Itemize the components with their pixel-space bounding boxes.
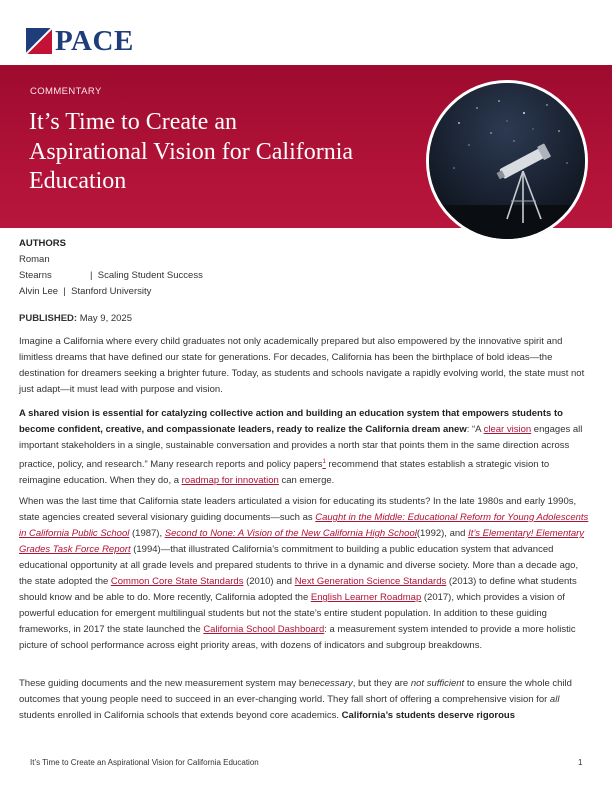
author-name: Alvin Lee: [19, 286, 59, 297]
paragraph-text: , but they are: [352, 678, 411, 689]
paragraph-italic: not sufficient: [410, 678, 465, 689]
paragraph-text: Imagine a California where every child graduates not only academically prepared but also empowered by the innovative spirit and limitless dreams that have defined our state for generations. For decades, California has been the birthplace of bold ideas—the destination for dreamers seeking a brighter future. Today, as students and schools navigate a rapidly evolving world, the state must not just adapt—it must lead with purpose and vision.: [19, 336, 585, 395]
paragraph-text: to ensure the whole child outcomes that young people need to succeed in an ever-changing world. They fall short of offering a comprehensive vision for: [19, 678, 572, 705]
author-separator: |: [58, 286, 72, 297]
body-paragraph-3: [19, 494, 593, 654]
article-title: It’s Time to Create an Aspirational Vision for California Education: [29, 109, 354, 194]
paragraph-text: (2017), which provides a vision of powerful education for emergent multilingual students but not the state’s entire student population. In addition to these guiding frameworks, in 2017 the state launched the: [19, 592, 565, 635]
author-separator: |: [90, 270, 98, 281]
published-date: May 9, 2025: [79, 313, 132, 324]
paragraph-italic: necessary: [309, 678, 353, 689]
author-affiliation: Scaling Student Success: [97, 270, 203, 281]
paragraph-bold: California’s students deserve rigorous: [341, 710, 516, 721]
footnote-marker: 1: [322, 459, 326, 465]
paragraph-text: (1992), and: [416, 528, 469, 539]
paragraph-text: : “A: [466, 424, 484, 435]
pace-logo[interactable]: [26, 25, 134, 57]
page-number: 1: [578, 758, 583, 767]
body-paragraph-1: [19, 334, 593, 398]
author-entry: [19, 254, 50, 265]
paragraph-text: (2013) to define what students should know and be able to do. More recently, California adopted the: [19, 576, 577, 603]
link-roadmap-for-innovation[interactable]: roadmap for innovation: [181, 475, 279, 487]
link-caught-in-the-middle[interactable]: Caught in the Middle: Educational Reform for Young Adolescents in California Public School: [19, 512, 589, 539]
paragraph-bold-lead: A shared vision is essential for catalyzing collective action and building an education system that empowers students to become confident, creative, and compassionate leaders, ready to realize the California dream anew: [19, 408, 563, 435]
author-affiliation: Stanford University: [71, 286, 152, 297]
link-common-core[interactable]: Common Core State Standards: [110, 576, 244, 587]
link-its-elementary[interactable]: It’s Elementary! Elementary Grades Task Force Report: [19, 528, 585, 555]
author-name: Roman: [19, 254, 50, 265]
paragraph-text: can emerge.: [278, 475, 335, 487]
body-paragraph-2: [19, 406, 593, 489]
link-second-to-none[interactable]: Second to None: A Vision of the New California High School: [164, 528, 417, 539]
logo-wordmark: PACE: [55, 25, 134, 57]
author-entry: [19, 270, 203, 281]
link-next-generation-science[interactable]: Next Generation Science Standards: [294, 576, 447, 587]
body-paragraph-4: [19, 676, 593, 724]
paragraph-text: (1994)—that illustrated California’s commitment to building a public education system that advanced educational opportunity at all grade levels and prepared students to thrive in a dynamic and diverse society. More than a decade ago, the state adopted the: [19, 544, 579, 587]
author-entry: [19, 286, 151, 297]
link-california-school-dashboard[interactable]: California School Dashboard: [203, 624, 325, 635]
paragraph-text: recommend that states establish a strategic vision to reimagine education. When they do, a: [19, 459, 550, 487]
paragraph-text: These guiding documents and the new measurement system may be: [19, 678, 310, 689]
telescope-icon: [429, 83, 585, 239]
paragraph-text: (1987),: [129, 528, 165, 539]
footer-title: It’s Time to Create an Aspirational Vision for California Education: [30, 758, 259, 767]
paragraph-text: (2010) and: [243, 576, 295, 587]
pace-logo-mark-icon: [26, 28, 52, 54]
hero-image-telescope: [426, 80, 588, 242]
article-kicker: COMMENTARY: [30, 86, 102, 97]
paragraph-text: students enrolled in California schools that extends beyond core academics.: [19, 710, 342, 721]
paragraph-text: When was the last time that California state leaders articulated a vision for educating its students? In the late 1980s and early 1990s, state agencies created several visionary guiding documents—such as: [19, 496, 577, 523]
link-clear-vision[interactable]: clear vision: [483, 424, 532, 435]
published-label: PUBLISHED:: [19, 313, 78, 324]
paragraph-text: engages all important stakeholders in a single, sustainable conversation and provides a north star that points them in the same direction across practice, policy, and research.” Many research reports and policy papers: [19, 424, 583, 471]
paragraph-text: : a measurement system intended to provide a more holistic picture of school performance across eight priority areas, with dozens of indicators and subgroup breakdowns.: [19, 624, 576, 651]
published-line: [19, 313, 132, 324]
link-english-learner-roadmap[interactable]: English Learner Roadmap: [310, 592, 422, 603]
paragraph-italic: all: [549, 694, 560, 705]
authors-heading: AUTHORS: [19, 238, 66, 249]
author-name: Stearns: [19, 270, 52, 281]
